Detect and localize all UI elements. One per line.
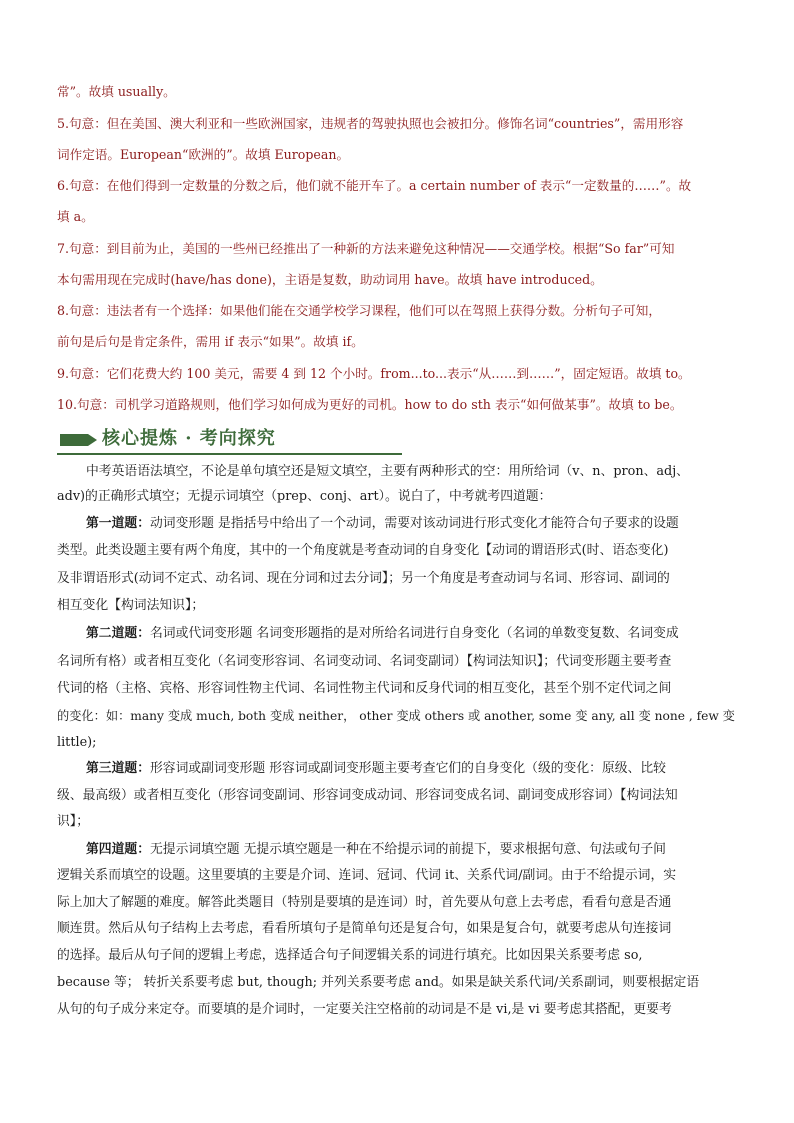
arrow-right-icon bbox=[88, 434, 97, 446]
q2-line: 的变化：如：many 变成 much, both 变成 neither， other 变成 others 或 another, some 变 any, all 变 none , few 变 bbox=[57, 709, 735, 723]
section-underline bbox=[57, 453, 402, 455]
q1-text: 动词变形题 是指括号中给出了一个动词，需要对该动词进行形式变化才能符合句子要求的设题 bbox=[149, 516, 679, 531]
q4-line: 际上加大了解题的难度。解答此类题目（特别是要填的是连词）时，首先要从句意上去考虑，看看句意是否通 bbox=[57, 895, 672, 910]
q2-line: little); bbox=[57, 735, 97, 750]
q4-line: 逻辑关系而填空的设题。这里要填的主要是介词、连词、冠词、代词 it、关系代词/副词。由于不给提示词，实 bbox=[57, 868, 677, 883]
explanation-line: 本句需用现在完成时(have/has done)，主语是复数，助动词用 have。故填 have introduced。 bbox=[57, 272, 603, 287]
q3-first-line bbox=[86, 759, 739, 779]
q2-text: 名词或代词变形题 名词变形题指的是对所给名词进行自身变化（名词的单数变复数、名词变成 bbox=[149, 626, 679, 641]
q4-text: 无提示词填空题 无提示填空题是一种在不给提示词的前提下，要求根据句意、句法或句子间 bbox=[149, 842, 666, 857]
q3-line: 级、最高级）或者相互变化（形容词变副词、形容词变成动词、形容词变成名词、副词变成形容词）【构词法知 bbox=[57, 788, 678, 803]
explanation-line: 前句是后句是肯定条件，需用 if 表示“如果”。故填 if。 bbox=[57, 334, 364, 349]
q2-line: 代词的格（主格、宾格、形容词性物主代词、名词性物主代词和反身代词的相互变化，甚至个别不定代词之间 bbox=[57, 681, 672, 696]
q1-line: 类型。此类设题主要有两个角度，其中的一个角度就是考查动词的自身变化【动词的谓语形式(时、语态变化) bbox=[57, 543, 669, 558]
q1-label: 第一道题： bbox=[86, 516, 150, 531]
q2-line: 名词所有格）或者相互变化（名词变形容词、名词变动词、名词变副词）【构词法知识】；代词变形题主要考查 bbox=[57, 654, 672, 669]
section-header bbox=[57, 426, 737, 456]
explanation-line: 词作定语。European“欧洲的”。故填 European。 bbox=[57, 147, 350, 162]
intro-line: adv)的正确形式填空；无提示词填空（prep、conj、art）。说白了，中考就考四道题： bbox=[57, 489, 552, 504]
explanation-line: 6.句意：在他们得到一定数量的分数之后，他们就不能开车了。a certain number of 表示“一定数量的……”。故 bbox=[57, 178, 692, 193]
q2-first-line bbox=[86, 624, 739, 644]
explanation-line: 填 a。 bbox=[57, 209, 94, 224]
explanation-line: 9.句意：它们花费大约 100 美元，需要 4 到 12 个小时。from...to...表示“从……到……”，固定短语。故填 to。 bbox=[57, 366, 691, 381]
explanation-line: 10.句意：司机学习道路规则，他们学习如何成为更好的司机。how to do sth 表示“如何做某事”。故填 to be。 bbox=[57, 397, 683, 412]
q4-label: 第四道题： bbox=[86, 842, 150, 857]
q4-first-line bbox=[86, 840, 739, 860]
q3-text: 形容词或副词变形题 形容词或副词变形题主要考查它们的自身变化（级的变化：原级、比较 bbox=[149, 761, 666, 776]
q4-line: because 等； 转折关系要考虑 but, though; 并列关系要考虑 and。如果是缺关系代词/关系副词，则要根据定语 bbox=[57, 975, 700, 990]
q2-label: 第二道题： bbox=[86, 626, 150, 641]
q3-line: 识】； bbox=[57, 814, 89, 829]
explanation-line: 7.句意：到目前为止，美国的一些州已经推出了一种新的方法来避免这种情况——交通学校。根据“So far”可知 bbox=[57, 241, 675, 256]
explanation-line: 8.句意：违法者有一个选择：如果他们能在交通学校学习课程，他们可以在驾照上获得分数。分析句子可知， bbox=[57, 303, 661, 318]
intro-line: 中考英语语法填空，不论是单句填空还是短文填空，主要有两种形式的空：用所给词（v、n、pron、adj、 bbox=[86, 464, 689, 479]
q4-line: 顺连贯。然后从句子结构上去考虑，看看所填句子是简单句还是复合句，如果是复合句，就要考虑从句连接词 bbox=[57, 921, 672, 936]
section-title: 核心提炼 · 考向探究 bbox=[102, 428, 276, 449]
explanation-line: 常”。故填 usually。 bbox=[57, 84, 176, 99]
explanation-line: 5.句意：但在美国、澳大利亚和一些欧洲国家，违规者的驾驶执照也会被扣分。修饰名词“countries”，需用形容 bbox=[57, 116, 684, 131]
q1-first-line bbox=[86, 514, 739, 534]
q3-label: 第三道题： bbox=[86, 761, 150, 776]
q1-line: 相互变化【构词法知识】； bbox=[57, 598, 205, 613]
q1-line: 及非谓语形式(动词不定式、动名词、现在分词和过去分词】；另一个角度是考查动词与名词、形容词、副词的 bbox=[57, 571, 670, 586]
q4-line: 的选择。最后从句子间的逻辑上考虑，选择适合句子间逻辑关系的词进行填充。比如因果关系要考虑 so, bbox=[57, 948, 643, 963]
section-marker-icon bbox=[60, 434, 88, 446]
q4-line: 从句的句子成分来定夺。而要填的是介词时，一定要关注空格前的动词是不是 vi,是 vi 要考虑其搭配，更要考 bbox=[57, 1002, 672, 1017]
